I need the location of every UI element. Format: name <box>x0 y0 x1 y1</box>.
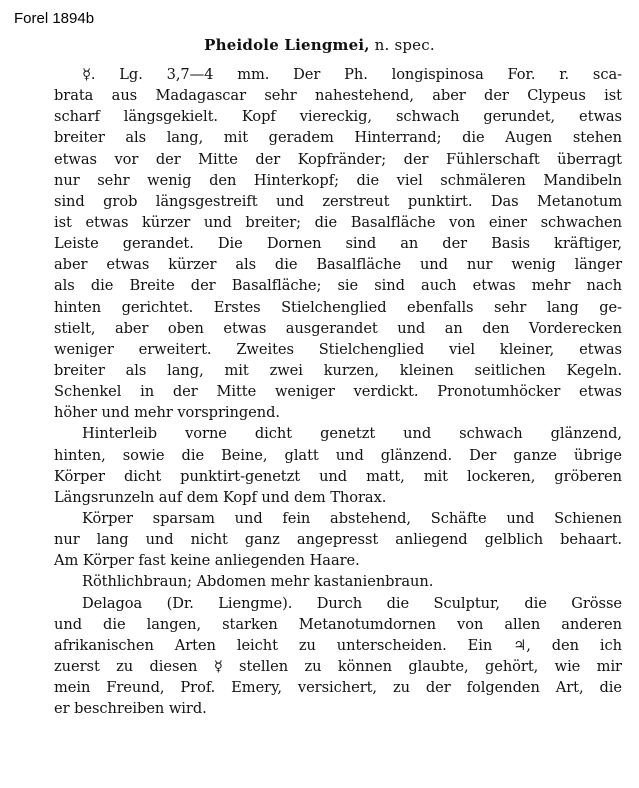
text-line: hinten gerichtet. Erstes Stielchenglied ebenfalls sehr lang ge- <box>54 298 622 316</box>
paragraph <box>54 423 622 508</box>
text-line: Längsrunzeln auf dem Kopf und dem Thorax. <box>54 488 387 506</box>
text-line: ist etwas kürzer und breiter; die Basalfläche von einer schwachen <box>54 213 622 231</box>
text-line: er beschreiben wird. <box>54 700 207 718</box>
species-heading <box>0 36 639 54</box>
figure-label: Forel 1894b <box>14 10 95 27</box>
text-line: nur sehr wenig den Hinterkopf; die viel schmäleren Mandibeln <box>54 171 622 189</box>
text-line: Körper dicht punktirt-genetzt und matt, mit lockeren, gröberen <box>54 467 622 485</box>
text-line: afrikanischen Arten leicht zu unterscheiden. Ein ♃, den ich <box>54 636 622 654</box>
text-line: Hinterleib vorne dicht genetzt und schwach glänzend, <box>82 425 622 443</box>
text-line: aber etwas kürzer als die Basalfläche und nur wenig länger <box>54 256 622 274</box>
text-line: zuerst zu diesen ☿ stellen zu können glaubte, gehört, wie mir <box>54 657 622 675</box>
paragraph <box>54 593 622 720</box>
species-status: n. spec. <box>374 36 435 54</box>
text-line: Delagoa (Dr. Liengme). Durch die Sculptur, die Grösse <box>82 594 622 612</box>
text-line: als die Breite der Basalfläche; sie sind auch etwas mehr nach <box>54 277 622 295</box>
paragraph <box>54 64 622 423</box>
text-line: nur lang und nicht ganz angepresst anliegend gelblich behaart. <box>54 531 622 549</box>
text-line: Röthlichbraun; Abdomen mehr kastanienbraun. <box>82 573 434 591</box>
paragraph <box>54 571 622 592</box>
text-line: mein Freund, Prof. Emery, versichert, zu der folgenden Art, die <box>54 679 622 697</box>
text-line: weniger erweitert. Zweites Stielchenglied viel kleiner, etwas <box>54 340 622 358</box>
description-body <box>54 64 622 719</box>
text-line: Körper sparsam und fein abstehend, Schäfte und Schienen <box>82 509 622 527</box>
text-line: höher und mehr vorspringend. <box>54 404 280 422</box>
text-line: scharf längsgekielt. Kopf viereckig, schwach gerundet, etwas <box>54 108 622 126</box>
text-line: und die langen, starken Metanotumdornen von allen anderen <box>54 615 622 633</box>
text-line: Leiste gerandet. Die Dornen sind an der Basis kräftiger, <box>54 235 622 253</box>
paragraph <box>54 508 622 571</box>
text-line: breiter als lang, mit geradem Hinterrand; die Augen stehen <box>54 129 622 147</box>
text-line: ☿. Lg. 3,7—4 mm. Der Ph. longispinosa For. r. sca- <box>82 66 622 83</box>
text-line: Schenkel in der Mitte weniger verdickt. Pronotumhöcker etwas <box>54 383 622 401</box>
species-name: Pheidole Liengmei, <box>204 36 370 54</box>
text-line: breiter als lang, mit zwei kurzen, kleinen seitlichen Kegeln. <box>54 361 622 379</box>
text-line: stielt, aber oben etwas ausgerandet und an den Vorderecken <box>54 319 622 337</box>
text-line: sind grob längsgestreift und zerstreut punktirt. Das Metanotum <box>54 192 622 210</box>
text-line: Am Körper fast keine anliegenden Haare. <box>54 552 360 570</box>
text-line: etwas vor der Mitte der Kopfränder; der Fühlerschaft überragt <box>54 150 622 168</box>
text-line: hinten, sowie die Beine, glatt und glänzend. Der ganze übrige <box>54 446 622 464</box>
text-line: brata aus Madagascar sehr nahestehend, aber der Clypeus ist <box>54 87 622 105</box>
